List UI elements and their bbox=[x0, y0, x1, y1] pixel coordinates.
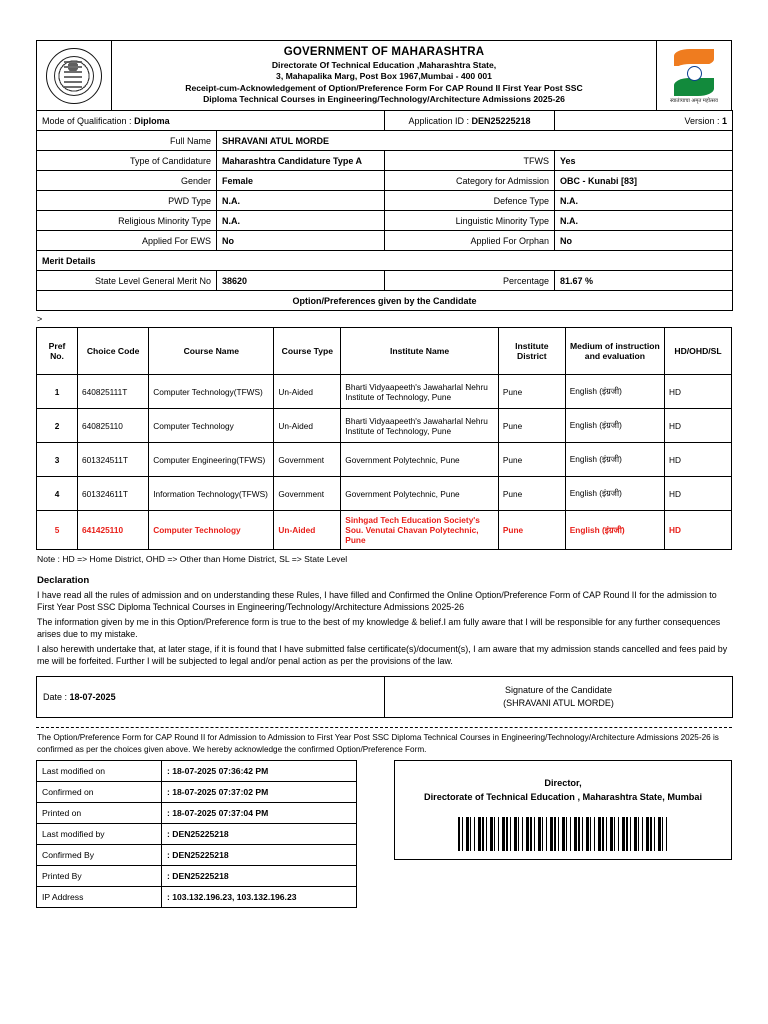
ews-value: No bbox=[217, 231, 385, 251]
hd-ohd-sl: HD bbox=[665, 443, 732, 477]
gender-label: Gender bbox=[37, 171, 217, 191]
religious-minority-label: Religious Minority Type bbox=[37, 211, 217, 231]
medium-of-instruction: English (इंग्रजी) bbox=[565, 443, 664, 477]
col-choice-code: Choice Code bbox=[78, 328, 149, 375]
government-seal-cell bbox=[37, 41, 112, 111]
declaration-heading: Declaration bbox=[37, 575, 90, 587]
course-name: Computer Technology bbox=[149, 511, 274, 550]
course-name: Information Technology(TFWS) bbox=[149, 477, 274, 511]
pref-no: 3 bbox=[37, 443, 78, 477]
merit-no-label: State Level General Merit No bbox=[37, 271, 217, 291]
tricolor-emblem-icon bbox=[674, 49, 714, 97]
col-institute-district: Institute District bbox=[498, 328, 565, 375]
list-item bbox=[37, 782, 357, 803]
log-value: : DEN25225218 bbox=[162, 824, 357, 845]
info-row-minority bbox=[37, 211, 733, 231]
government-title: GOVERNMENT OF MAHARASHTRA bbox=[283, 46, 485, 58]
info-row-pwd bbox=[37, 191, 733, 211]
log-value: : DEN25225218 bbox=[162, 866, 357, 887]
declaration-paragraph-1: I have read all the rules of admission and on understanding these Rules, I have filled and Confirmed the Online Option/Preference Form of CAP Round II for the admission to First Year Post SSC Diploma Technical Courses in Engineering/Technology/Architecture Admissions 2025-26 bbox=[37, 590, 717, 613]
orphan-label: Applied For Orphan bbox=[385, 231, 555, 251]
table-row bbox=[37, 409, 732, 443]
institute-name: Government Polytechnic, Pune bbox=[341, 443, 499, 477]
log-value: : DEN25225218 bbox=[162, 845, 357, 866]
category-label: Category for Admission bbox=[385, 171, 555, 191]
signature-line-2: (SHRAVANI ATUL MORDE) bbox=[503, 698, 614, 709]
list-item bbox=[37, 824, 357, 845]
list-item bbox=[37, 866, 357, 887]
application-id-cell bbox=[385, 111, 555, 131]
institute-name: Bharti Vidyaapeeth's Jawaharlal Nehru Institute of Technology, Pune bbox=[341, 409, 499, 443]
institute-name: Bharti Vidyaapeeth's Jawaharlal Nehru Institute of Technology, Pune bbox=[341, 375, 499, 409]
header-line-4: Diploma Technical Courses in Engineering/Technology/Architecture Admissions 2025-26 bbox=[203, 94, 565, 105]
log-column bbox=[36, 760, 394, 908]
log-key: Confirmed By bbox=[37, 845, 162, 866]
course-type: Un-Aided bbox=[274, 511, 341, 550]
defence-type-value: N.A. bbox=[555, 191, 733, 211]
log-key: Last modified by bbox=[37, 824, 162, 845]
institute-district: Pune bbox=[498, 443, 565, 477]
log-key: Printed By bbox=[37, 866, 162, 887]
hd-ohd-sl: HD bbox=[665, 477, 732, 511]
category-value: OBC - Kunabi [83] bbox=[555, 171, 733, 191]
pwd-type-label: PWD Type bbox=[37, 191, 217, 211]
institute-district: Pune bbox=[498, 375, 565, 409]
choice-code: 640825110 bbox=[78, 409, 149, 443]
hd-ohd-sl: HD bbox=[665, 511, 732, 550]
merit-no-value: 38620 bbox=[217, 271, 385, 291]
defence-type-label: Defence Type bbox=[385, 191, 555, 211]
date-label: Date : bbox=[43, 692, 68, 703]
candidature-type-label: Type of Candidature bbox=[37, 151, 217, 171]
emblem-caption: स्वातंत्र्याचा अमृत महोत्सव bbox=[670, 98, 718, 105]
table-row bbox=[37, 375, 732, 409]
preferences-header-row bbox=[37, 328, 732, 375]
form-sheet bbox=[36, 40, 732, 908]
info-row-name bbox=[37, 131, 733, 151]
course-type: Un-Aided bbox=[274, 375, 341, 409]
table-row bbox=[37, 477, 732, 511]
document-header bbox=[36, 40, 732, 111]
log-key: IP Address bbox=[37, 887, 162, 908]
col-institute-name: Institute Name bbox=[341, 328, 499, 375]
log-value: : 103.132.196.23, 103.132.196.23 bbox=[162, 887, 357, 908]
hd-ohd-sl: HD bbox=[665, 409, 732, 443]
full-name-value: SHRAVANI ATUL MORDE bbox=[217, 131, 733, 151]
list-item bbox=[37, 761, 357, 782]
date-cell bbox=[37, 677, 385, 718]
gender-value: Female bbox=[217, 171, 385, 191]
director-box bbox=[394, 760, 732, 860]
ews-label: Applied For EWS bbox=[37, 231, 217, 251]
info-row-candidature bbox=[37, 151, 733, 171]
preferences-table bbox=[36, 327, 732, 550]
header-line-2: 3, Mahapalika Marg, Post Box 1967,Mumbai - 400 001 bbox=[276, 71, 492, 82]
list-item bbox=[37, 887, 357, 908]
candidate-signature-cell bbox=[385, 677, 733, 718]
col-hd-ohd-sl: HD/OHD/SL bbox=[665, 328, 732, 375]
date-value: 18-07-2025 bbox=[69, 692, 116, 703]
application-id-label: Application ID : bbox=[408, 115, 469, 126]
linguistic-minority-label: Linguistic Minority Type bbox=[385, 211, 555, 231]
application-id-value: DEN25225218 bbox=[471, 115, 531, 126]
pref-no: 1 bbox=[37, 375, 78, 409]
log-value: : 18-07-2025 07:37:04 PM bbox=[162, 803, 357, 824]
declaration-section bbox=[36, 575, 732, 667]
percentage-value: 81.67 % bbox=[555, 271, 733, 291]
pref-no: 5 bbox=[37, 511, 78, 550]
government-seal-icon bbox=[46, 48, 102, 104]
gt-marker: > bbox=[37, 314, 43, 325]
signature-table bbox=[36, 676, 733, 718]
medium-of-instruction: English (इंग्रजी) bbox=[565, 375, 664, 409]
version-value: 1 bbox=[721, 115, 727, 126]
choice-code: 641425110 bbox=[78, 511, 149, 550]
mode-of-qualification-label: Mode of Qualification : bbox=[42, 115, 132, 126]
header-line-1: Directorate Of Technical Education ,Maharashtra State, bbox=[271, 60, 497, 70]
info-row-gender bbox=[37, 171, 733, 191]
footer-section bbox=[36, 760, 732, 908]
percentage-label: Percentage bbox=[385, 271, 555, 291]
legend-note: Note : HD => Home District, OHD => Other than Home District, SL => State Level bbox=[37, 554, 348, 565]
header-titles bbox=[112, 41, 657, 111]
col-course-type: Course Type bbox=[274, 328, 341, 375]
signature-line-1: Signature of the Candidate bbox=[504, 685, 613, 696]
table-row-selected bbox=[37, 511, 732, 550]
course-name: Computer Technology bbox=[149, 409, 274, 443]
course-type: Government bbox=[274, 443, 341, 477]
header-line-3: Receipt-cum-Acknowledgement of Option/Preference Form For CAP Round II First Year Post SSC bbox=[185, 82, 583, 93]
col-pref-no: Pref No. bbox=[37, 328, 78, 375]
version-cell bbox=[555, 111, 733, 131]
log-table bbox=[36, 760, 357, 908]
hd-ohd-sl: HD bbox=[665, 375, 732, 409]
log-key: Last modified on bbox=[37, 761, 162, 782]
amrit-mahotsav-cell bbox=[657, 41, 732, 111]
choice-code: 601324611T bbox=[78, 477, 149, 511]
tfws-label: TFWS bbox=[385, 151, 555, 171]
choice-code: 601324511T bbox=[78, 443, 149, 477]
tfws-value: Yes bbox=[555, 151, 733, 171]
info-row-options-title bbox=[37, 291, 733, 311]
linguistic-minority-value: N.A. bbox=[555, 211, 733, 231]
log-value: : 18-07-2025 07:37:02 PM bbox=[162, 782, 357, 803]
tear-off-divider bbox=[36, 727, 732, 728]
course-name: Computer Engineering(TFWS) bbox=[149, 443, 274, 477]
course-name: Computer Technology(TFWS) bbox=[149, 375, 274, 409]
religious-minority-value: N.A. bbox=[217, 211, 385, 231]
medium-of-instruction: English (इंग्रजी) bbox=[565, 511, 664, 550]
table-row bbox=[37, 443, 732, 477]
options-title: Option/Preferences given by the Candidate bbox=[37, 291, 733, 311]
info-row-mode bbox=[37, 111, 733, 131]
log-key: Printed on bbox=[37, 803, 162, 824]
acknowledgement-text: The Option/Preference Form for CAP Round II for Admission to Admission to First Year Post SSC Diploma Technical Courses in Engineering/Technology/Architecture Admissions 2025-26 is confirmed as per the choices given above. We hereby acknowledge the confirmed Option/Preference Form. bbox=[37, 733, 719, 754]
info-row-ews bbox=[37, 231, 733, 251]
barcode-image bbox=[458, 817, 668, 851]
director-line-1: Director, bbox=[544, 778, 582, 789]
pwd-type-value: N.A. bbox=[217, 191, 385, 211]
declaration-paragraph-2: The information given by me in this Option/Preference form is true to the best of my knowledge & belief.I am fully aware that I will be responsible for any further consequences arises due to my mistake. bbox=[37, 617, 721, 640]
medium-of-instruction: English (इंग्रजी) bbox=[565, 477, 664, 511]
version-label: Version : bbox=[684, 115, 720, 126]
log-value: : 18-07-2025 07:36:42 PM bbox=[162, 761, 357, 782]
list-item bbox=[37, 803, 357, 824]
course-type: Un-Aided bbox=[274, 409, 341, 443]
course-type: Government bbox=[274, 477, 341, 511]
list-item bbox=[37, 845, 357, 866]
institute-name: Sinhgad Tech Education Society's Sou. Venutai Chavan Polytechnic, Pune bbox=[341, 511, 499, 550]
director-line-2: Directorate of Technical Education , Maharashtra State, Mumbai bbox=[423, 791, 703, 802]
col-course-name: Course Name bbox=[149, 328, 274, 375]
pref-no: 2 bbox=[37, 409, 78, 443]
log-key: Confirmed on bbox=[37, 782, 162, 803]
institute-district: Pune bbox=[498, 511, 565, 550]
info-row-merit bbox=[37, 271, 733, 291]
declaration-paragraph-3: I also herewith undertake that, at later stage, if it is found that I have submitted false certificate(s)/document(s), I am aware that my admission stands cancelled and fees paid by me will be forfeited. Further I will be subjected to legal and/or penal action as per the provisions of the law. bbox=[37, 644, 728, 667]
pref-no: 4 bbox=[37, 477, 78, 511]
institute-district: Pune bbox=[498, 409, 565, 443]
orphan-value: No bbox=[555, 231, 733, 251]
full-name-label: Full Name bbox=[37, 131, 217, 151]
candidature-type-value: Maharashtra Candidature Type A bbox=[217, 151, 385, 171]
institute-name: Government Polytechnic, Pune bbox=[341, 477, 499, 511]
mode-of-qualification-cell bbox=[37, 111, 385, 131]
col-medium: Medium of instruction and evaluation bbox=[565, 328, 664, 375]
mode-of-qualification-value: Diploma bbox=[134, 115, 170, 126]
institute-district: Pune bbox=[498, 477, 565, 511]
merit-details-title: Merit Details bbox=[37, 251, 733, 271]
choice-code: 640825111T bbox=[78, 375, 149, 409]
medium-of-instruction: English (इंग्रजी) bbox=[565, 409, 664, 443]
info-row-merit-title bbox=[37, 251, 733, 271]
director-column bbox=[394, 760, 732, 908]
candidate-info-table bbox=[36, 110, 733, 311]
